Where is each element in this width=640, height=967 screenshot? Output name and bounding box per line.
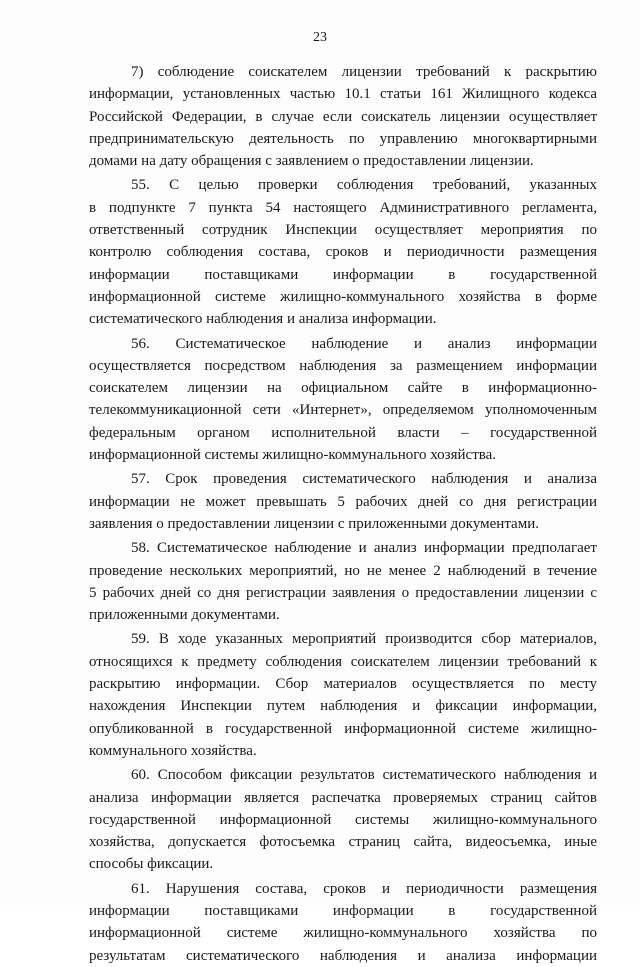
text-line: 58. Систематическое наблюдение и анализ информации предполагает (131, 540, 597, 557)
text-line: опубликованной в государственной информационной системе жилищно- (89, 720, 597, 737)
page-number: 23 (313, 30, 327, 45)
paragraph (89, 764, 597, 875)
paragraph (89, 628, 597, 762)
text-line: 59. В ходе указанных мероприятий производится сбор материалов, (131, 631, 597, 648)
text-line: проведение нескольких мероприятий, но не менее 2 наблюдений в течение (89, 562, 597, 579)
text-line: нахождения Инспекции путем наблюдения и фиксации информации, (89, 698, 597, 715)
text-line: предпринимательскую деятельность по управлению многоквартирными (89, 130, 597, 147)
text-line: телекоммуникационной сети «Интернет», определяемом уполномоченным (89, 402, 597, 419)
text-line: информационной системе жилищно-коммунального хозяйства в форме (89, 288, 597, 305)
text-line: 5 рабочих дней со дня регистрации заявления о предоставлении лицензии с (89, 584, 597, 601)
text-line: 7) соблюдение соискателем лицензии требований к раскрытию (131, 64, 597, 80)
text-line: 55. С целью проверки соблюдения требований, указанных (131, 177, 597, 194)
text-line: информации поставщиками информации в государственной (89, 266, 597, 283)
text-line: Российской Федерации, в случае если соискатель лицензии осуществляет (89, 108, 597, 125)
text-line: приложенными документами. (89, 607, 280, 624)
text-line: результатам систематического наблюдения и анализа информации (89, 947, 597, 964)
text-line: систематического наблюдения и анализа информации. (89, 311, 437, 328)
text-line: анализа информации является распечатка проверяемых страниц сайтов (89, 789, 597, 806)
text-line: осуществляется посредством наблюдения за размещением информации (89, 357, 597, 374)
text-line: хозяйства, допускается фотосъемка страниц сайта, видеосъемка, иные (89, 834, 597, 851)
text-line: заявления о предоставлении лицензии с приложенными документами. (89, 515, 539, 532)
text-line: 57. Срок проведения систематического наблюдения и анализа (131, 471, 597, 488)
text-line: способы фиксации. (89, 856, 214, 873)
paragraph (89, 537, 597, 626)
text-line: контролю соблюдения состава, сроков и периодичности размещения (89, 244, 597, 261)
paragraph (89, 61, 597, 172)
paragraph (89, 878, 597, 967)
paragraph (89, 174, 597, 330)
text-line: информации, установленных частью 10.1 статьи 161 Жилищного кодекса (89, 86, 597, 103)
text-line: федеральным органом исполнительной власти – государственной (89, 424, 597, 441)
paragraph (89, 468, 597, 535)
paragraph (89, 333, 597, 467)
text-line: соискателем лицензии на официальном сайте в информационно- (89, 380, 597, 397)
text-line: относящихся к предмету соблюдения соискателем лицензии требований к (89, 653, 597, 670)
text-line: 60. Способом фиксации результатов систематического наблюдения и (131, 767, 597, 784)
text-line: коммунального хозяйства. (89, 742, 257, 759)
text-line: информационной системы жилищно-коммунального хозяйства. (89, 447, 497, 464)
text-line: ответственный сотрудник Инспекции осуществляет мероприятия по (89, 222, 597, 239)
text-line: информации не может превышать 5 рабочих дней со дня регистрации (89, 493, 597, 510)
text-line: информационной системе жилищно-коммунального хозяйства по (89, 925, 597, 942)
document-body (89, 61, 597, 967)
text-line: 61. Нарушения состава, сроков и периодичности размещения (131, 880, 597, 897)
text-line: информации поставщиками информации в государственной (89, 902, 597, 919)
text-line: 56. Систематическое наблюдение и анализ информации (131, 335, 597, 352)
text-line: домами на дату обращения с заявлением о предоставлении лицензии. (89, 153, 534, 170)
text-line: государственной информационной системы жилищно-коммунального (89, 811, 597, 828)
text-line: в подпункте 7 пункта 54 настоящего Административного регламента, (89, 199, 597, 216)
text-line: раскрытию информации. Сбор материалов осуществляется по месту (89, 676, 597, 693)
